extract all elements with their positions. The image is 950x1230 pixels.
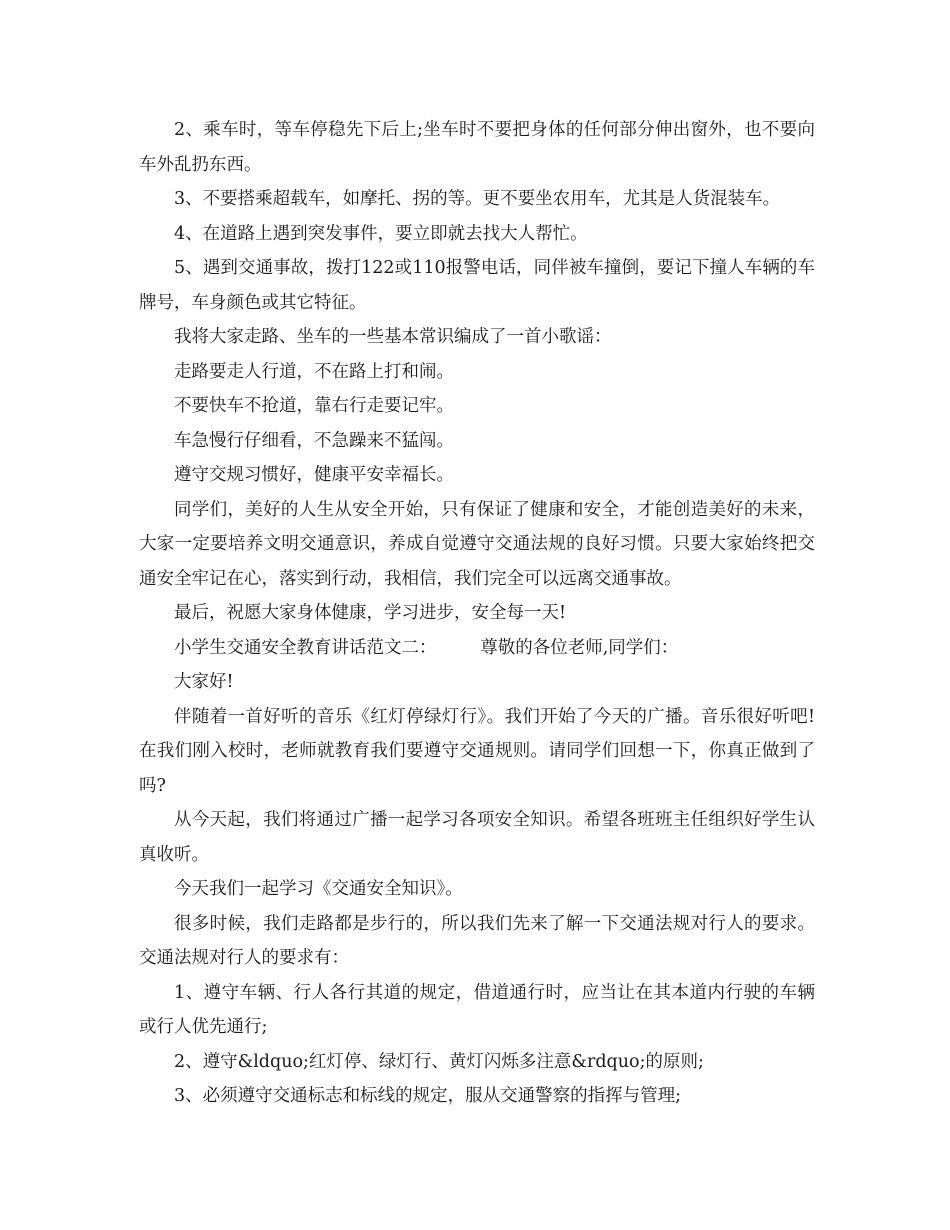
list-item: 3、必须遵守交通标志和标线的规定，服从交通警察的指挥与管理;	[174, 1086, 682, 1106]
list-item: 2、遵守&ldquo;红灯停、绿灯行、黄灯闪烁多注意&rdquo;的原则;	[174, 1051, 704, 1072]
section-heading: 小学生交通安全教育讲话范文二： 尊敬的各位老师,同学们：	[174, 637, 679, 658]
paragraph: 从今天起，我们将通过广播一起学习各项安全知识。希望各班班主任组织好学生认真收听。	[139, 810, 815, 865]
paragraph: 同学们，美好的人生从安全开始，只有保证了健康和安全，才能创造美好的未来，大家一定要培养文明交通意识，养成自觉遵守交通法规的良好习惯。只要大家始终把交通安全牢记在心，落实到行动，我相信，我们完全可以远离交通事故。	[139, 499, 815, 589]
poem-line: 遵守交规习惯好，健康平安幸福长。	[174, 465, 454, 485]
paragraph: 今天我们一起学习《交通安全知识》。	[174, 879, 463, 899]
poem-line: 走路要走人行道，不在路上打和闹。	[174, 361, 454, 382]
poem-line: 车急慢行仔细看，不急躁来不猛闯。	[174, 430, 454, 451]
poem-line: 不要快车不抢道，靠右行走要记牢。	[174, 396, 454, 416]
paragraph: 我将大家走路、坐车的一些基本常识编成了一首小歌谣：	[174, 327, 612, 347]
paragraph: 3、不要搭乘超载车，如摩托、拐的等。更不要坐农用车，尤其是人货混装车。	[174, 189, 781, 209]
list-item: 1、遵守车辆、行人各行其道的规定，借道通行时，应当让在其本道内行驶的车辆或行人优先通行;	[139, 982, 815, 1037]
paragraph: 2、乘车时，等车停稳先下后上;坐车时不要把身体的任何部分伸出窗外，也不要向车外乱扔东西。	[139, 120, 815, 175]
paragraph: 很多时候，我们走路都是步行的，所以我们先来了解一下交通法规对行人的要求。交通法规对行人的要求有：	[139, 913, 815, 968]
greeting: 大家好!	[174, 672, 234, 692]
paragraph: 5、遇到交通事故，拨打122或110报警电话，同伴被车撞倒，要记下撞人车辆的车牌号，车身颜色或其它特征。	[139, 258, 815, 313]
paragraph: 伴随着一首好听的音乐《红灯停绿灯行》。我们开始了今天的广播。音乐很好听吧!在我们刚入校时，老师就教育我们要遵守交通规则。请同学们回想一下，你真正做到了吗?	[139, 706, 815, 796]
paragraph: 最后，祝愿大家身体健康，学习进步，安全每一天!	[174, 603, 567, 623]
document-body	[139, 113, 815, 1114]
paragraph: 4、在道路上遇到突发事件，要立即就去找大人帮忙。	[174, 223, 588, 244]
